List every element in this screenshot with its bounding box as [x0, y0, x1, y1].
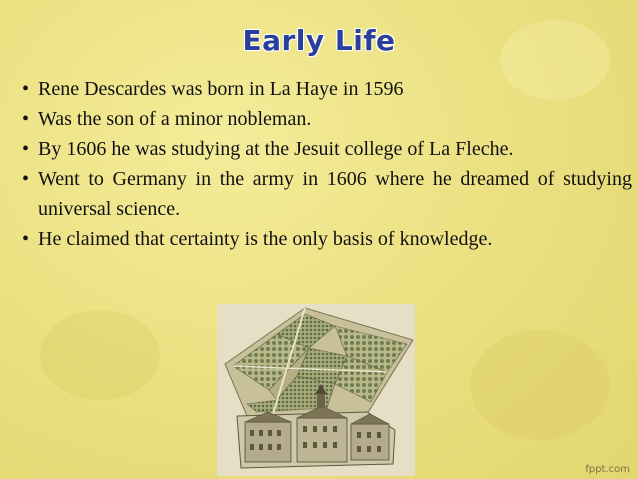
- bullet-text: By 1606 he was studying at the Jesuit college of La Fleche.: [38, 138, 514, 160]
- bullet-icon: •: [22, 138, 30, 160]
- bullet-text: Went to Germany in the army in 1606 where he dreamed of studying universal science.: [38, 168, 632, 220]
- bullet-item: [22, 164, 632, 224]
- bullet-list: [22, 74, 632, 254]
- bullet-item: [22, 74, 632, 104]
- slide-title: Early Life: [242, 24, 396, 57]
- background-blot: [40, 310, 160, 400]
- bullet-icon: •: [22, 168, 30, 190]
- background-blot: [470, 330, 610, 440]
- bullet-text: Rene Descardes was born in La Haye in 1596: [38, 78, 404, 100]
- bullet-icon: •: [22, 78, 30, 100]
- bullet-icon: •: [22, 228, 30, 250]
- college-plan-engraving-icon: [217, 304, 415, 476]
- bullet-text: Was the son of a minor nobleman.: [38, 108, 312, 130]
- footer-brand: fppt.com: [585, 464, 630, 475]
- bullet-item: [22, 104, 632, 134]
- bullet-item: [22, 224, 632, 254]
- bullet-item: [22, 134, 632, 164]
- bullet-icon: •: [22, 108, 30, 130]
- bullet-text: He claimed that certainty is the only basis of knowledge.: [38, 228, 493, 250]
